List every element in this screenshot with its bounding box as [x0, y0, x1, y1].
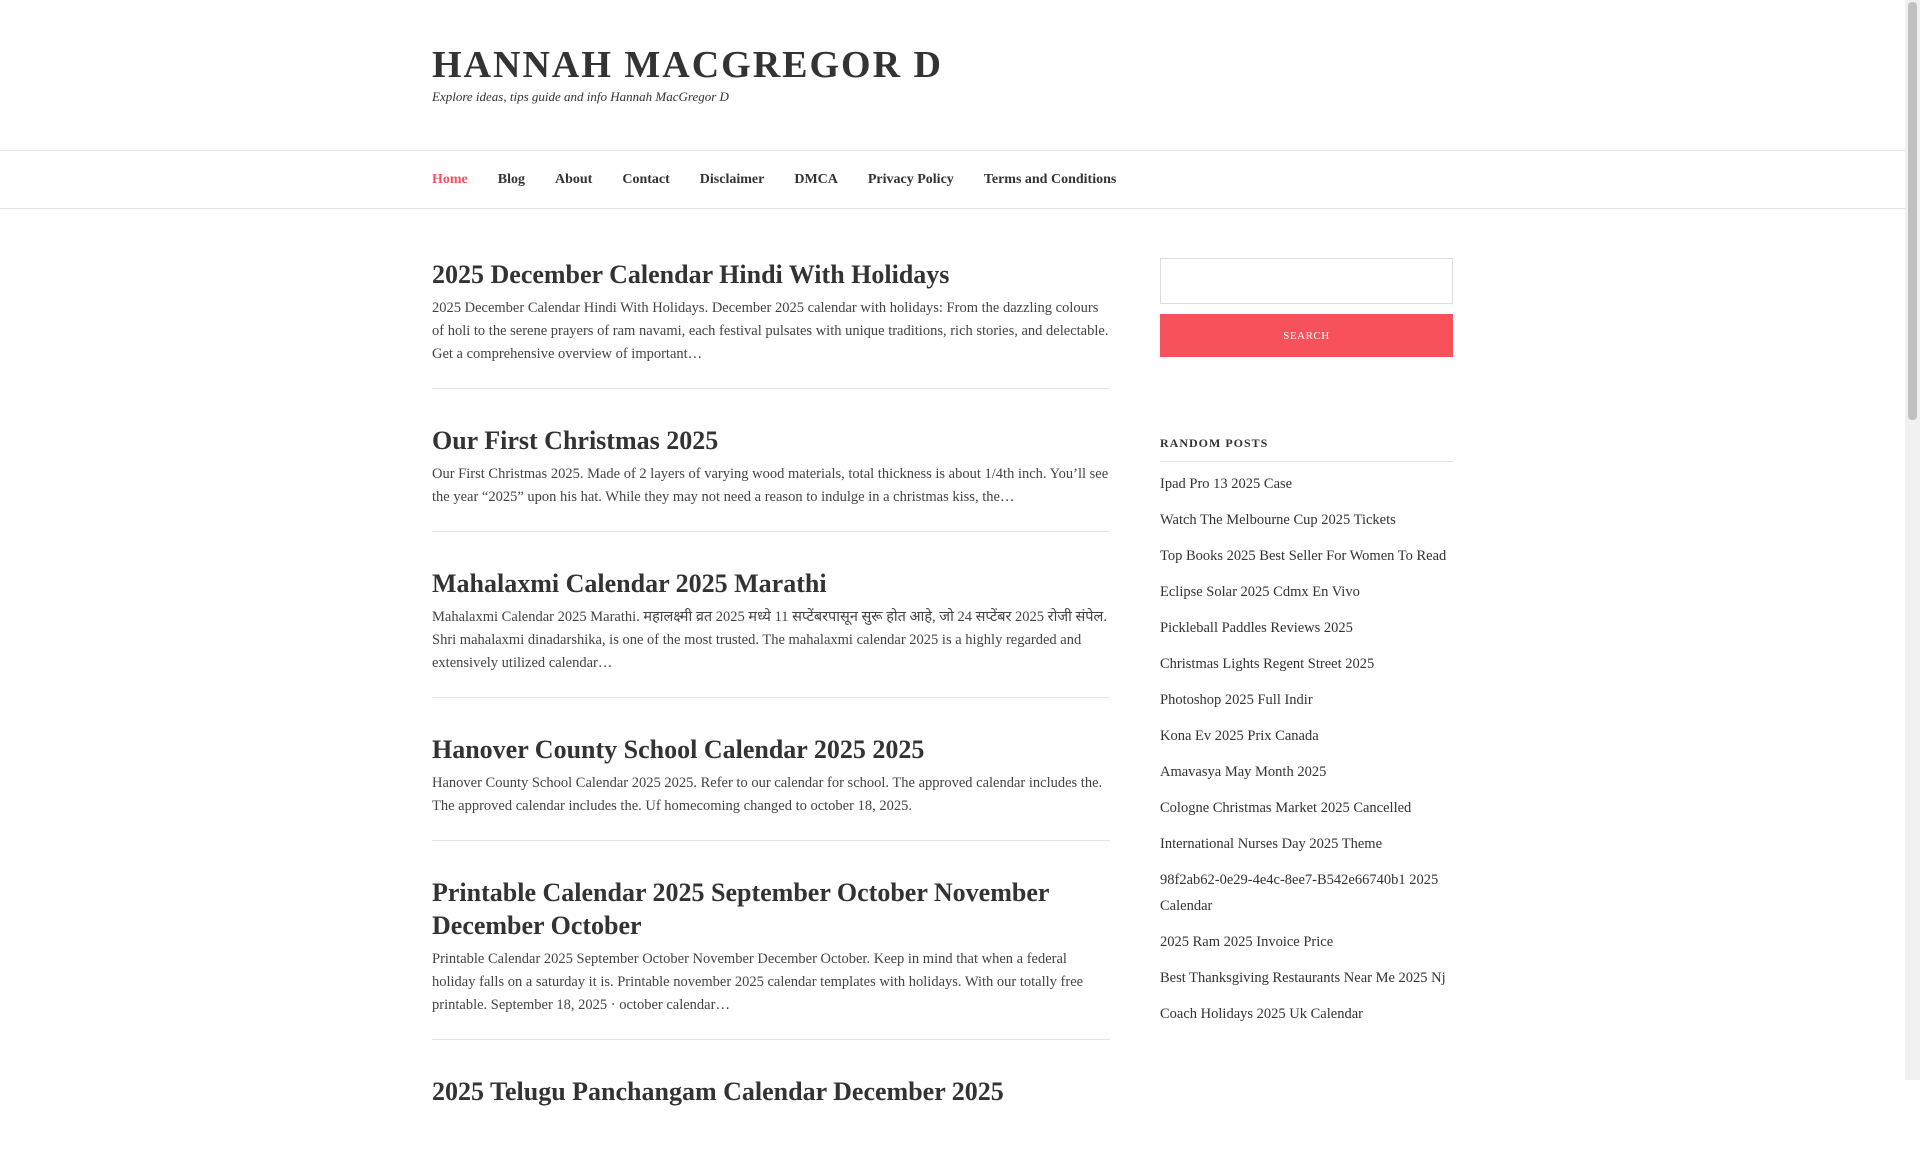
- random-post-link[interactable]: Kona Ev 2025 Prix Canada: [1160, 728, 1319, 744]
- random-post-link[interactable]: International Nurses Day 2025 Theme: [1160, 836, 1383, 852]
- post-title[interactable]: 2025 December Calendar Hindi With Holidays: [432, 260, 950, 289]
- random-post-link[interactable]: Coach Holidays 2025 Uk Calendar: [1160, 1006, 1363, 1022]
- nav-item-blog[interactable]: Blog: [497, 171, 525, 187]
- post-item: [432, 733, 1110, 841]
- post-list: [432, 258, 1110, 1171]
- scrollbar-thumb[interactable]: [1908, 2, 1917, 420]
- main-navigation: [0, 150, 1905, 209]
- post-title[interactable]: Mahalaxmi Calendar 2025 Marathi: [432, 569, 827, 598]
- search-button[interactable]: SEARCH: [1160, 314, 1453, 357]
- random-post-link[interactable]: Watch The Melbourne Cup 2025 Tickets: [1160, 512, 1396, 528]
- random-post-link[interactable]: 98f2ab62-0e29-4e4c-8ee7-B542e66740b1 2025 Calendar: [1160, 872, 1439, 914]
- nav-item-home[interactable]: Home: [432, 171, 468, 187]
- post-item: [432, 567, 1110, 698]
- nav-item-dmca[interactable]: DMCA: [794, 171, 838, 187]
- random-posts-title: RANDOM POSTS: [1160, 436, 1453, 462]
- vertical-scrollbar[interactable]: [1905, 0, 1920, 1080]
- nav-item-contact[interactable]: Contact: [622, 171, 670, 187]
- post-excerpt: Our First Christmas 2025. Made of 2 layers of varying wood materials, total thickness is about 1/4th inch. You’ll see the year “2025” upon his hat. While they may not need a reason to indulge in a christmas kiss, the…: [432, 466, 1109, 505]
- random-post-link[interactable]: 2025 Ram 2025 Invoice Price: [1160, 934, 1334, 950]
- sidebar: [1160, 258, 1453, 1037]
- site-header: [432, 43, 943, 105]
- site-description: Explore ideas, tips guide and info Hannah MacGregor D: [432, 89, 729, 104]
- nav-item-privacy-policy[interactable]: Privacy Policy: [867, 171, 954, 187]
- post-title[interactable]: Printable Calendar 2025 September October November December October: [432, 878, 1049, 940]
- site-title[interactable]: HANNAH MACGREGOR D: [432, 44, 943, 86]
- nav-item-about[interactable]: About: [555, 171, 593, 187]
- random-post-link[interactable]: Pickleball Paddles Reviews 2025: [1160, 620, 1353, 636]
- post-excerpt: Printable Calendar 2025 September October November December October. Keep in mind that when a federal holiday falls on a saturday it is. Printable november 2025 calendar templates with holidays. With our totally free printable. September 18, 2025 · october calendar…: [432, 951, 1084, 1013]
- random-post-link[interactable]: Best Thanksgiving Restaurants Near Me 2025 Nj: [1160, 970, 1446, 986]
- post-excerpt: 2025 December Calendar Hindi With Holidays. December 2025 calendar with holidays: From the dazzling colours of holi to the serene prayers of ram navami, each festival pulsates with unique traditions, rich stories, and delectable. Get a comprehensive overview of important…: [432, 300, 1109, 362]
- nav-item-terms-and-conditions[interactable]: Terms and Conditions: [983, 171, 1117, 187]
- random-post-link[interactable]: Ipad Pro 13 2025 Case: [1160, 476, 1293, 492]
- random-post-link[interactable]: Cologne Christmas Market 2025 Cancelled: [1160, 800, 1412, 816]
- post-item: [432, 876, 1110, 1040]
- post-item: [432, 258, 1110, 389]
- post-title[interactable]: Our First Christmas 2025: [432, 426, 719, 455]
- nav-item-disclaimer[interactable]: Disclaimer: [699, 171, 765, 187]
- post-title[interactable]: Hanover County School Calendar 2025 2025: [432, 735, 925, 764]
- post-title[interactable]: 2025 Telugu Panchangam Calendar December 2025: [432, 1077, 1004, 1106]
- random-post-link[interactable]: Christmas Lights Regent Street 2025: [1160, 656, 1375, 672]
- random-post-link[interactable]: Photoshop 2025 Full Indir: [1160, 692, 1313, 708]
- random-post-link[interactable]: Top Books 2025 Best Seller For Women To Read: [1160, 548, 1447, 564]
- search-input[interactable]: [1160, 258, 1453, 304]
- random-post-link[interactable]: Amavasya May Month 2025: [1160, 764, 1327, 780]
- post-item: [432, 1075, 1110, 1136]
- post-item: [432, 424, 1110, 532]
- random-post-link[interactable]: Eclipse Solar 2025 Cdmx En Vivo: [1160, 584, 1360, 600]
- random-posts-list: [1160, 471, 1453, 1027]
- post-excerpt: Mahalaxmi Calendar 2025 Marathi. महालक्ष्मी व्रत 2025 मध्ये 11 सप्टेंबरपासून सुरू होत आहे, जो 24 सप्टेंबर 2025 रोजी संपेल. Shri mahalaxmi dinadarshika, is one of the most trusted. The mahalaxmi calendar 2025 is a highly regarded and extensively utilized calendar…: [432, 609, 1108, 671]
- post-excerpt: Hanover County School Calendar 2025 2025. Refer to our calendar for school. The approved calendar includes the. The approved calendar includes the. Uf homecoming changed to october 18, 2025.: [432, 775, 1103, 814]
